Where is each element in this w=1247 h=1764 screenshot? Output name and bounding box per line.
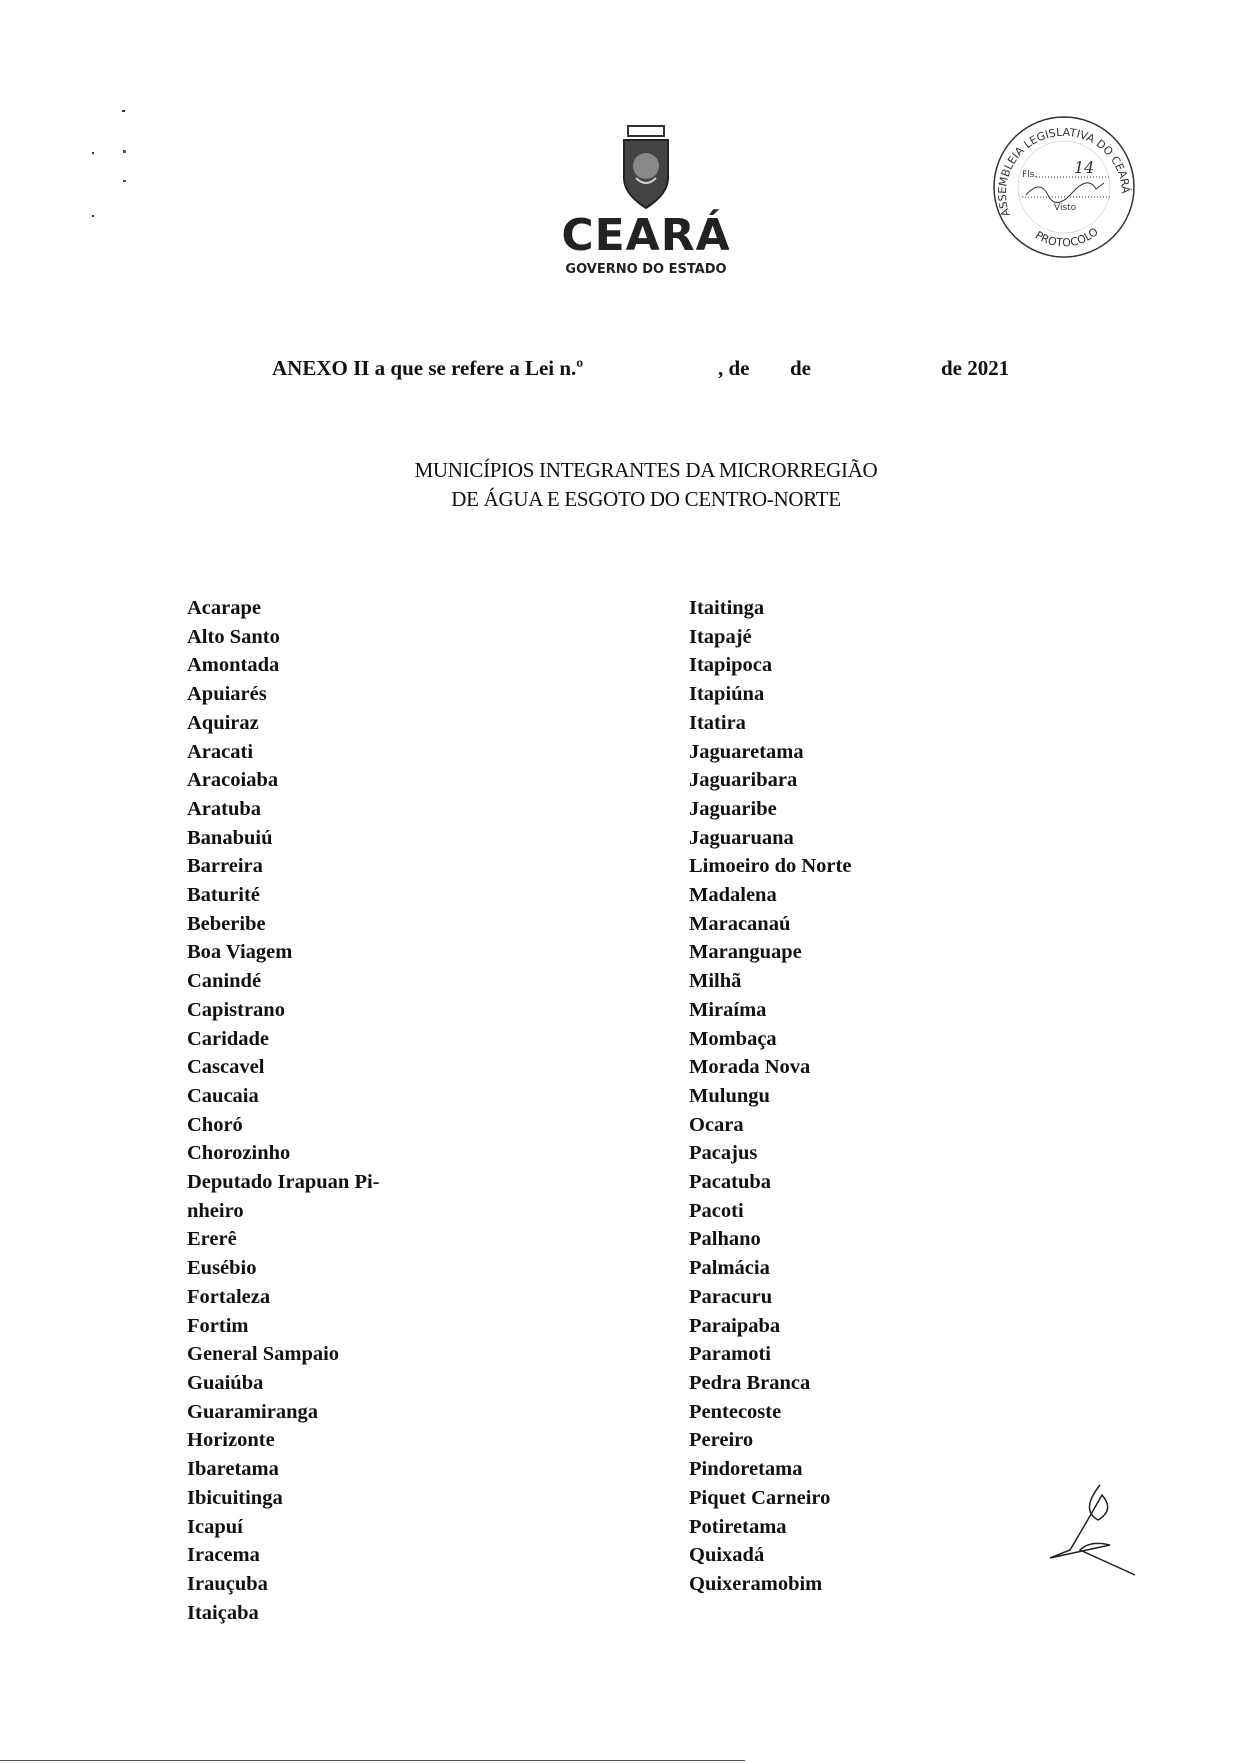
municipality-item: General Sampaio [187,1343,340,1366]
municipality-item: Capistrano [187,998,285,1021]
municipality-item: Jaguaretama [689,740,804,763]
municipality-item: Choró [187,1113,243,1136]
municipality-item: Potiretama [689,1515,787,1538]
scan-marks [80,100,140,1150]
municipality-item: Paraipaba [689,1314,781,1337]
municipality-item: Aracoiaba [187,769,279,792]
municipality-item: Amontada [187,654,280,677]
municipality-item: Mulungu [689,1084,770,1107]
municipality-item: Caucaia [187,1084,259,1107]
municipality-item: Quixeramobim [689,1572,823,1595]
municipality-item: Pereiro [689,1429,754,1452]
logo-title: CEARÁ [561,210,731,261]
ceara-coat-of-arms-logo [596,122,696,212]
municipality-item: Itaiçaba [187,1601,259,1624]
municipality-item: Quixadá [689,1544,765,1567]
municipality-item: Aracati [187,740,254,763]
stamp-fls-label: Fls. [1022,170,1038,180]
municipality-item: Ibaretama [187,1458,279,1481]
logo-subtitle: GOVERNO DO ESTADO [565,262,727,277]
municipality-item: Apuiarés [187,683,267,706]
stamp-bottom-text: PROTOCOLO [1032,225,1101,250]
municipality-item: Deputado Irapuan Pi- nheiro [187,1171,380,1222]
municipality-item: Pedra Branca [689,1371,811,1394]
municipality-item: Pacajus [689,1142,758,1165]
municipality-item: Madalena [689,884,777,907]
municipality-item: Pacoti [689,1199,744,1222]
annex-day-label: , de [718,356,750,380]
municipality-item: Boa Viagem [187,941,293,964]
municipality-item: Cascavel [187,1056,265,1079]
municipality-item: Mombaça [689,1027,777,1050]
municipality-item: Ererê [187,1228,237,1251]
municipality-item: Irauçuba [187,1572,268,1595]
municipality-item: Jaguaruana [689,826,794,849]
municipality-item: Guaiúba [187,1371,264,1394]
municipality-item: Itatira [689,711,746,734]
municipality-item: Itaitinga [689,597,765,619]
municipality-item: Itapiúna [689,683,765,706]
municipality-item: Barreira [187,855,263,878]
municipality-item: Maracanaú [689,912,791,935]
municipality-item: Icapuí [187,1515,243,1538]
heading-line-1: MUNICÍPIOS INTEGRANTES DA MICRORREGIÃO [414,458,878,482]
municipality-item: Morada Nova [689,1056,811,1079]
municipality-item: Pindoretama [689,1458,803,1481]
municipality-item: Beberibe [187,912,266,935]
municipality-item: Jaguaribara [689,769,798,792]
protocol-stamp [992,115,1136,259]
page-heading [346,456,946,514]
municipality-item: Banabuiú [187,826,273,849]
municipality-item: Ibicuitinga [187,1486,283,1509]
municipality-item: Pacatuba [689,1171,771,1194]
municipality-item: Aquiraz [187,711,259,734]
annex-month-label: de [790,356,811,380]
stamp-page-number: 14 [1074,158,1095,177]
municipality-item: Itapipoca [689,654,773,677]
municipality-item: Fortim [187,1314,249,1337]
annex-year-label: de 2021 [941,356,1010,380]
svg-text:PROTOCOLO [1033,225,1101,250]
municipality-item: Baturité [187,884,260,907]
municipality-item: Horizonte [187,1429,275,1452]
stamp-visto-label: Visto [1054,203,1077,213]
municipality-item: Miraíma [689,998,767,1021]
annex-law-label: ANEXO II a que se refere a Lei n.º [272,356,584,380]
municipality-item: Limoeiro do Norte [689,855,852,878]
stamp-ring-text: ASSEMBLEIA LEGISLATIVA DO CEARÁ [995,125,1133,219]
municipality-item: Paracuru [689,1285,773,1308]
municipality-item: Iracema [187,1544,260,1567]
municipality-item: Piquet Carneiro [689,1486,831,1509]
handwritten-signature [1040,1480,1140,1580]
municipality-item: Canindé [187,970,262,993]
municipality-item: Jaguaribe [689,797,777,820]
municipality-item: Fortaleza [187,1285,271,1308]
municipality-item: Ocara [689,1113,744,1136]
municipality-list-right [689,594,989,1599]
municipality-item: Caridade [187,1027,269,1050]
municipality-item: Milhã [689,970,742,993]
heading-line-2: DE ÁGUA E ESGOTO DO CENTRO-NORTE [451,487,841,511]
municipality-item: Eusébio [187,1257,257,1280]
municipality-item: Paramoti [689,1343,771,1366]
municipality-item: Maranguape [689,941,802,964]
municipality-item: Chorozinho [187,1142,291,1165]
municipality-list-left [187,594,417,1627]
municipality-item: Guaramiranga [187,1400,318,1423]
municipality-item: Pentecoste [689,1400,782,1423]
bottom-rule [0,1760,745,1761]
municipality-item: Aratuba [187,797,262,820]
municipality-item: Itapajé [689,625,752,648]
municipality-item: Palhano [689,1228,761,1251]
municipality-item: Acarape [187,597,262,619]
municipality-item: Palmácia [689,1257,770,1280]
municipality-item: Alto Santo [187,625,280,648]
